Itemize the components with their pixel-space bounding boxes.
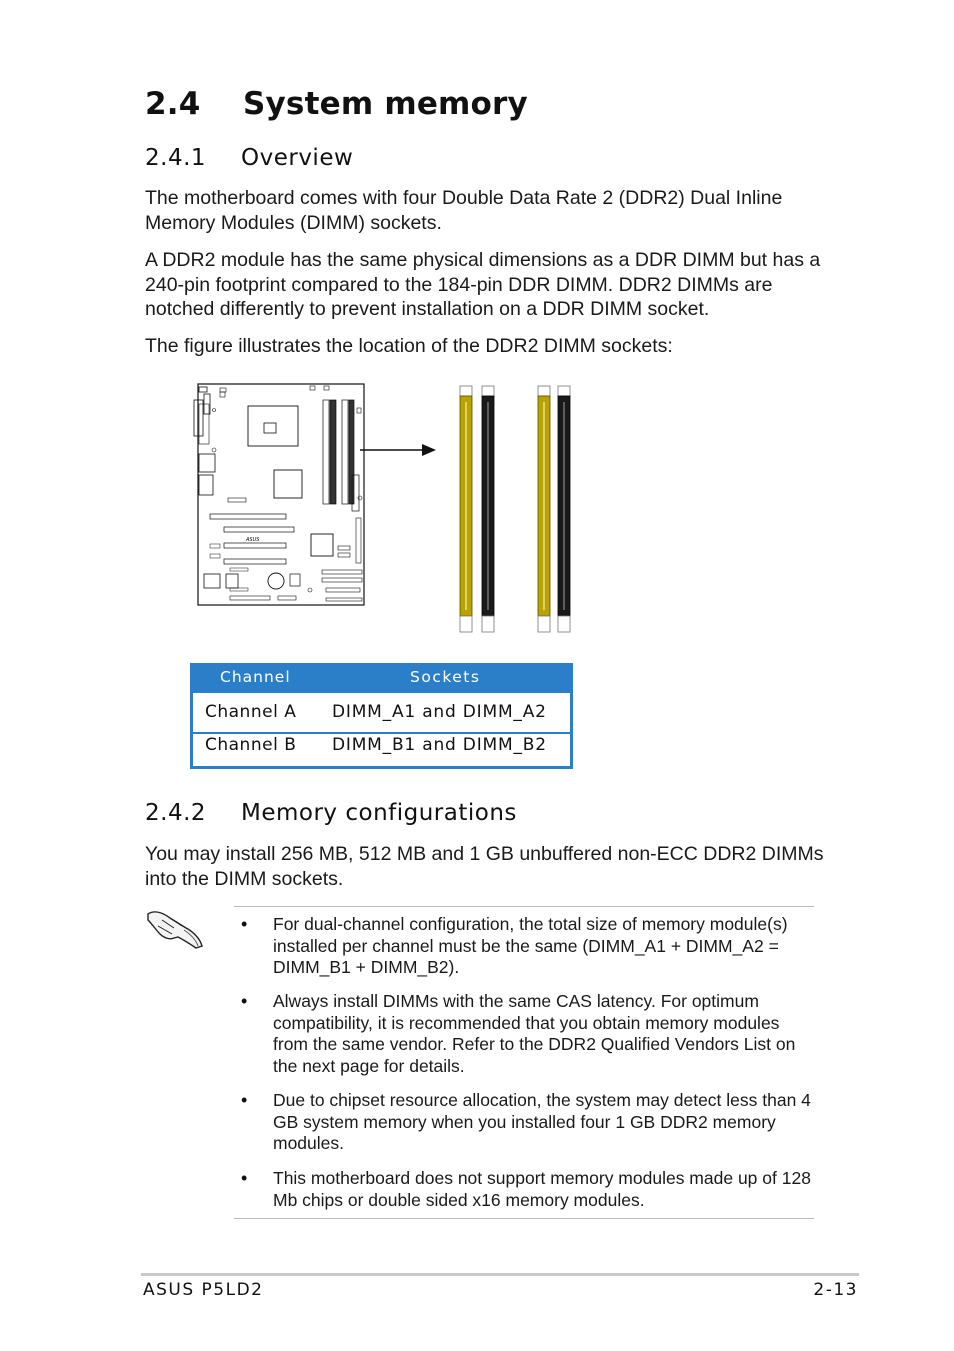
bullet-3: •: [241, 1090, 248, 1110]
overview-title: Overview: [241, 145, 354, 171]
overview-para-1: The motherboard comes with four Double Data Rate 2 (DDR2) Dual Inline Memory Modules (DIMM) sockets.: [145, 187, 783, 234]
section-number: 2.4: [145, 86, 201, 122]
bullet-4: •: [241, 1168, 248, 1188]
table-cell-sockets-b: DIMM_B1 and DIMM_B2: [332, 735, 547, 755]
table-cell-channel-a: Channel A: [205, 702, 297, 722]
cpu-socket: [248, 406, 298, 446]
bullet-1: •: [241, 914, 248, 934]
note-item-2: Always install DIMMs with the same CAS latency. For optimum compatibility, it is recommended that you obtain memory modules from the same vendor. Refer to the DDR2 Qualified Vendors List on the next page for details.: [273, 991, 796, 1077]
memconfig-para: You may install 256 MB, 512 MB and 1 GB unbuffered non-ECC DDR2 DIMMs into the DIMM sockets.: [145, 843, 824, 890]
footer-product-name: ASUS P5LD2: [143, 1280, 264, 1300]
arrow-head-icon: [422, 444, 436, 456]
memconfig-title: Memory configurations: [241, 800, 517, 826]
board-dimm-b2: [349, 400, 354, 504]
asus-logo-text: ASUS: [246, 537, 260, 543]
battery: [268, 573, 284, 589]
motherboard-outline: [198, 384, 364, 605]
board-dimm-a2: [330, 400, 336, 504]
memconfig-heading: [145, 800, 517, 826]
board-dimm-a1: [323, 400, 329, 504]
overview-heading: [145, 145, 353, 171]
dimm-sockets-enlarged: [460, 386, 570, 632]
bullet-2: •: [241, 991, 248, 1011]
note-item-1: For dual-channel configuration, the total size of memory module(s) installed per channel must be the same (DIMM_A1 + DIMM_A2 = DIMM_B1 + DIMM_B2).: [273, 914, 788, 978]
board-dimm-b1: [342, 400, 348, 504]
table-cell-channel-b: Channel B: [205, 735, 297, 755]
overview-number: 2.4.1: [145, 145, 207, 171]
section-title-text: System memory: [243, 86, 528, 122]
section-title: [145, 86, 528, 122]
footer-rule: [141, 1273, 859, 1276]
table-row-divider: [192, 732, 571, 734]
table-cell-sockets-a: DIMM_A1 and DIMM_A2: [332, 702, 547, 722]
note-bottom-rule: [234, 1218, 814, 1219]
channel-table-header: [190, 663, 573, 693]
note-item-3: Due to chipset resource allocation, the system may detect less than 4 GB system memory when you installed four 1 GB DDR2 memory modules.: [273, 1090, 811, 1154]
hand-pointing-icon: [144, 904, 206, 950]
overview-para-2: A DDR2 module has the same physical dimensions as a DDR DIMM but has a 240-pin footprint compared to the 184-pin DDR DIMM. DDR2 DIMMs are notched differently to prevent installation on a DDR DIMM socket.: [145, 249, 821, 320]
table-header-channel: Channel: [220, 668, 291, 686]
footer-page-number: 2-13: [813, 1280, 858, 1300]
overview-para-3: The figure illustrates the location of the DDR2 DIMM sockets:: [145, 335, 673, 357]
memconfig-number: 2.4.2: [145, 800, 207, 826]
note-top-rule: [234, 906, 814, 907]
note-item-4: This motherboard does not support memory modules made up of 128 Mb chips or double sided x16 memory modules.: [273, 1168, 811, 1210]
table-header-sockets: Sockets: [410, 668, 481, 686]
dimm-location-diagram: [190, 378, 590, 640]
